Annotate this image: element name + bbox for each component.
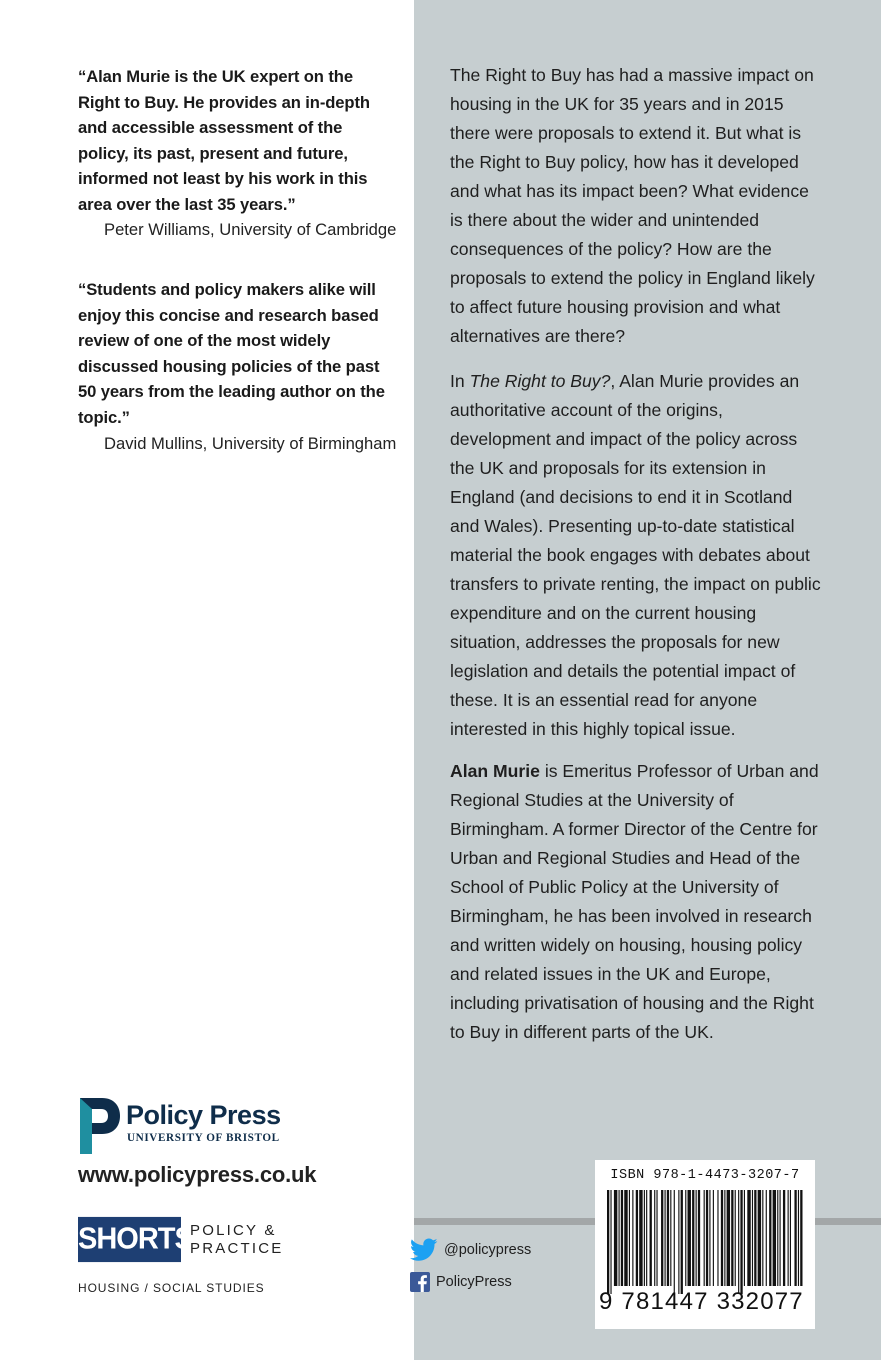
barcode-bar xyxy=(665,1190,666,1286)
series-label-line1: POLICY & xyxy=(190,1222,277,1239)
barcode-bar xyxy=(624,1190,627,1286)
blurb-p2-rest: , Alan Murie provides an authoritative account of the origins, development and impact of the policy across the UK and proposals for its extension in England (and decisions to end it in Scotland and Wales). Presenting up-to-date statistical material the book engages with debates about transfers to private renting, the impact on public expenditure and on the current housing situation, addresses the proposals for new legislation and details the potential impact of these. It is an essential read for anyone interested in this highly topical issue. xyxy=(450,371,821,739)
barcode-bar xyxy=(685,1190,686,1286)
barcode-bar xyxy=(738,1190,739,1294)
barcode-bar xyxy=(773,1190,776,1286)
isbn-digits: 9 781447 332077 xyxy=(599,1288,804,1315)
barcode-bars-icon xyxy=(605,1190,805,1294)
barcode-bar xyxy=(704,1190,705,1286)
author-bio-text: is Emeritus Professor of Urban and Regional Studies at the University of Birmingham. A former Director of the Centre for Urban and Regional Studies and Head of the School of Public Policy at the University of Birmingham, he has been involved in research and written widely on housing, housing policy and related issues in the UK and Europe, including privatisation of housing and the Right to Buy in different parts of the UK. xyxy=(450,761,819,1042)
barcode-bar xyxy=(740,1190,742,1294)
barcode-bar xyxy=(646,1190,647,1286)
barcode-bar xyxy=(678,1190,679,1294)
publisher-website[interactable]: www.policypress.co.uk xyxy=(78,1162,317,1187)
barcode-bar xyxy=(654,1190,655,1286)
barcode-bar xyxy=(744,1190,745,1286)
barcode-bar xyxy=(688,1190,691,1286)
barcode-bar xyxy=(698,1190,700,1286)
barcode-bar xyxy=(780,1190,781,1286)
barcode-bar xyxy=(758,1190,761,1286)
barcode-bar xyxy=(777,1190,778,1286)
barcode-bar xyxy=(670,1190,671,1286)
barcode-bar xyxy=(639,1190,642,1286)
barcode-bar xyxy=(706,1190,708,1286)
twitter-handle-text: @policypress xyxy=(444,1242,532,1258)
barcode-bar xyxy=(766,1190,767,1286)
barcode-bar xyxy=(644,1190,645,1286)
barcode-bar xyxy=(621,1190,623,1286)
barcode-bar xyxy=(667,1190,669,1286)
blurb-paragraph-1-text: The Right to Buy has had a massive impact on housing in the UK for 35 years and in 2015 there were proposals to extend it. But what is the Right to Buy policy, how has it developed and what has its impact been? What evidence is there about the wider and unintended consequences of the policy? How are the proposals to extend the policy in England likely to affect future housing provision and what alternatives are there? xyxy=(450,65,815,346)
barcode-bar xyxy=(610,1190,611,1294)
review-attribution-2: David Mullins, University of Birmingham xyxy=(104,434,397,453)
barcode-bar xyxy=(731,1190,733,1286)
review-quote-2: “Students and policy makers alike will enjoy this concise and research based review of one of the most widely discussed housing policies of the past 50 years from the leading author on the topic.” xyxy=(78,280,385,427)
publisher-subtitle: UNIVERSITY OF BRISTOL xyxy=(127,1132,280,1144)
barcode-bar xyxy=(788,1190,789,1286)
barcode-bar xyxy=(783,1190,785,1286)
barcode-bar xyxy=(650,1190,652,1286)
barcode-bar xyxy=(794,1190,796,1286)
twitter-bird-icon xyxy=(410,1238,438,1262)
barcode-bar xyxy=(619,1190,620,1286)
isbn-label: ISBN 978-1-4473-3207-7 xyxy=(610,1168,800,1183)
subject-category: HOUSING / SOCIAL STUDIES xyxy=(78,1281,265,1295)
barcode-bar xyxy=(607,1190,609,1294)
series-label-line2: PRACTICE xyxy=(190,1240,284,1257)
isbn-barcode xyxy=(595,1160,815,1329)
policy-press-logo-icon xyxy=(78,1096,122,1156)
barcode-bar xyxy=(735,1190,736,1286)
review-quote-1: “Alan Murie is the UK expert on the Right to Buy. He provides an in-depth and accessible assessment of the policy, its past, present and future, informed not least by his work in this area over the last 35 years.” xyxy=(78,67,370,214)
facebook-page[interactable] xyxy=(410,1272,512,1292)
author-bio xyxy=(450,757,822,1047)
barcode-bar xyxy=(754,1190,756,1286)
barcode-bar xyxy=(790,1190,791,1286)
blurb-paragraph-2 xyxy=(450,367,822,744)
barcode-bar xyxy=(681,1190,683,1294)
barcode-bar xyxy=(769,1190,771,1286)
barcode-bar xyxy=(800,1190,802,1286)
barcode-bar xyxy=(696,1190,697,1286)
barcode-bar xyxy=(724,1190,725,1286)
barcode-bar xyxy=(762,1190,763,1286)
facebook-page-text: PolicyPress xyxy=(436,1274,512,1290)
barcode-bar xyxy=(752,1190,753,1286)
barcode-bar xyxy=(717,1190,718,1286)
book-title-italic: The Right to Buy? xyxy=(469,371,611,391)
blurb-paragraph-1 xyxy=(450,61,822,351)
barcode-bar xyxy=(656,1190,657,1286)
barcode-bar xyxy=(747,1190,750,1286)
shorts-series-badge: SHORTS xyxy=(78,1217,181,1262)
barcode-bar xyxy=(632,1190,633,1286)
barcode-bar xyxy=(614,1190,617,1286)
publisher-name: Policy Press xyxy=(126,1100,281,1130)
barcode-bar xyxy=(713,1190,714,1286)
barcode-bar xyxy=(798,1190,799,1286)
series-label xyxy=(190,1222,283,1258)
twitter-handle[interactable] xyxy=(410,1238,531,1262)
author-name: Alan Murie xyxy=(450,761,540,781)
barcode-bar xyxy=(674,1190,675,1294)
barcode-bar xyxy=(709,1190,710,1286)
barcode-bar xyxy=(727,1190,730,1286)
review-attribution-1: Peter Williams, University of Cambridge xyxy=(104,220,397,239)
facebook-f-icon xyxy=(410,1272,430,1292)
barcode-bar xyxy=(721,1190,723,1286)
barcode-bar xyxy=(692,1190,694,1286)
barcode-bar xyxy=(661,1190,663,1286)
barcode-bar xyxy=(629,1190,630,1286)
barcode-bar xyxy=(636,1190,638,1286)
blurb-p2-lead: In xyxy=(450,371,470,391)
